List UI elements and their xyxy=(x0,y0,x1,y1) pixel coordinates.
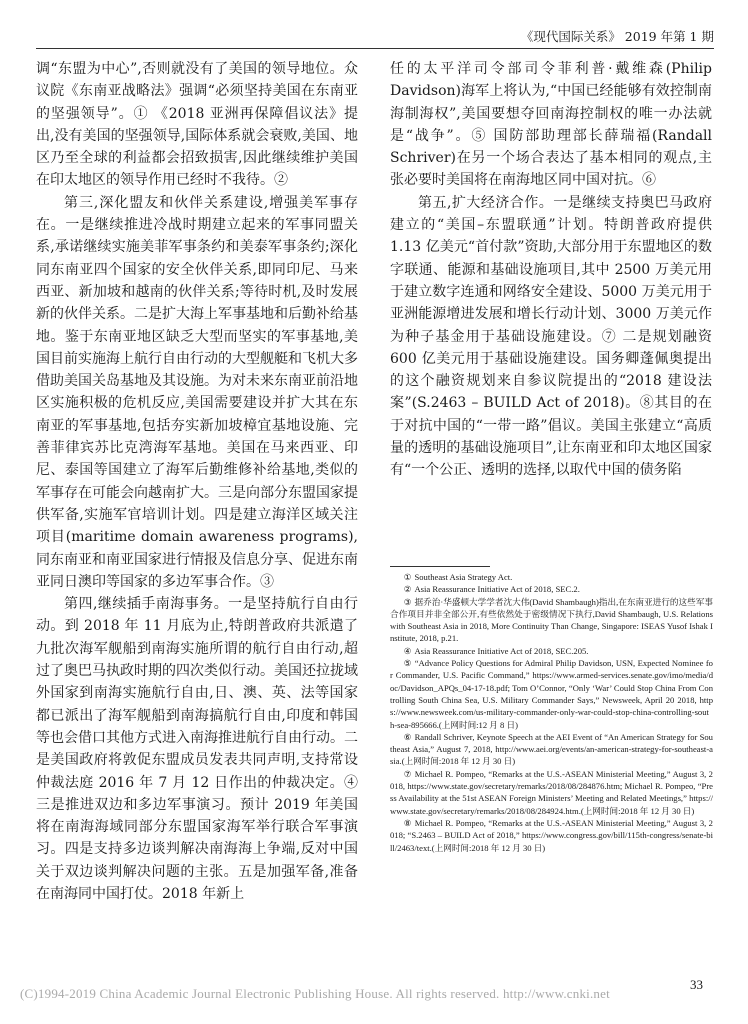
paragraph: 第五,扩大经济合作。一是继续支持奥巴马政府建立的“美国–东盟联通”计划。特朗普政府提供 1.13 亿美元“首付款”资助,大部分用于东盟地区的数字联通、能源和基础设施项目,其中 2500 万美元用于建立数字连通和网络安全建设、5000 万美元用于亚洲能源增进发展和增长行动计划、3000 万美元作为种子基金用于基础设施建设。⑦ 二是规划融资 600 亿美元用于基础设施建设。国务卿蓬佩奥提出的这个融资规划来自参议院提出的“2018 建设法案”(S.2463 – BUILD Act of 2018)。⑧其目的在于对抗中国的“一带一路”倡议。美国主张建立“高质量的透明的基础设施项目”,让东南亚和印太地区国家有“一个公正、透明的选择,以取代中国的债务陷 xyxy=(390,194,712,479)
footnote xyxy=(390,817,713,854)
footnote-mark: ① xyxy=(403,572,412,582)
footnote xyxy=(390,645,713,657)
running-header: 《现代国际关系》 2019 年第 1 期 xyxy=(520,29,714,44)
footnote xyxy=(390,657,713,731)
footnote xyxy=(390,596,713,645)
footnote-text: Michael R. Pompeo, “Remarks at the U.S.-ASEAN Ministerial Meeting,” August 3, 2018, https://www.state.gov/secretary/remarks/2018/08/284876.htm; Michael R. Pompeo, “Press Availability at the 51st ASEAN Foreign Ministers’ Meeting and Related Meetings,” https://www.state.gov/secretary/remarks/2018/08/284924.htm.(上网时间:2018 年 12 月 30 日) xyxy=(390,768,713,816)
copyright-watermark: (C)1994-2019 China Academic Journal Electronic Publishing House. All rights reserved. http://www.cnki.net xyxy=(20,986,610,1001)
footnote-text: “Advance Policy Questions for Admiral Philip Davidson, USN, Expected Nominee for Commander, U.S. Pacific Command,” https://www.armed-services.senate.gov/imo/media/doc/Davidson_APQs_04-17-18.pdf; Tom O’Connor, “Only ‘War’ Could Stop China From Controlling South China Sea, U.S. Military Commander Says,” Newsweek, April 20 2018, https://www.newsweek.com/us-military-commander-only-war-could-stop-china-controlling-south-sea-895666.(上网时间:12 月 8 日) xyxy=(390,658,713,730)
paragraph: 第三,深化盟友和伙伴关系建设,增强美军事存在。一是继续推进冷战时期建立起来的军事同盟关系,承诺继续实施美菲军事条约和美泰军事条约;深化同东南亚四个国家的安全伙伴关系,即同印尼、马来西亚、新加坡和越南的伙伴关系;等待时机,及时发展新的伙伴关系。二是扩大海上军事基地和后勤补给基地。鉴于东南亚地区缺乏大型而坚实的军事基地,美国目前实施海上航行自由行动的大型舰艇和飞机大多借助美国关岛基地及其设施。为对未来东南亚前沿地区实施积极的危机反应,美国需要建设并扩大其在东南亚的军事基地,包括夯实新加坡樟宜基地设施、完善菲律宾苏比克湾海军基地。美国在马来西亚、印尼、泰国等国建立了海军后勤维修补给基地,类似的军事存在可能会向越南扩大。三是向部分东盟国家提供军备,实施军官培训计划。四是建立海洋区域关注项目(maritime domain awareness programs),同东南亚和南亚国家进行情报及信息分享、促进东南亚同日澳印等国家的多边军事合作。③ xyxy=(36,194,358,590)
footnote-text: Asia Reassurance Initiative Act of 2018, SEC.205. xyxy=(414,645,589,656)
paragraph: 任的太平洋司令部司令菲利普·戴维森(Philip Davidson)海军上将认为,“中国已经能够有效控制南海制海权”,美国要想夺回南海控制权的唯一办法就是“战争”。⑤ 国防部助理部长薛瑞福(Randall Schriver)在另一个场合表达了基本相同的观点,主张必要时美国将在南海地区同中国对抗。⑥ xyxy=(390,61,712,189)
footnotes xyxy=(390,571,713,854)
footnote-mark: ③ xyxy=(403,596,412,607)
footnote-text: Randall Schriver, Keynote Speech at the AEI Event of “An American Strategy for Southeast Asia,” August 7, 2018, http://www.aei.org/events/an-american-strategy-for-southeast-asia.(上网时间:2018 年 12 月 30 日) xyxy=(390,731,713,767)
right-column xyxy=(390,58,712,482)
footnote xyxy=(390,571,713,583)
page-number: 33 xyxy=(690,977,703,992)
footnote-mark: ⑤ xyxy=(403,658,412,669)
footnote-mark: ⑥ xyxy=(403,731,412,742)
footnote-text: Asia Reassurance Initiative Act of 2018, SEC.2. xyxy=(414,584,580,595)
header-divider xyxy=(36,48,714,49)
footnote-mark: ② xyxy=(403,584,412,595)
paragraph: 第四,继续插手南海事务。一是坚持航行自由行动。到 2018 年 11 月底为止,特朗普政府共派遣了九批次海军舰船到南海实施所谓的航行自由行动,超过了奥巴马执政时期的四次类似行动。美国还拉拢域外国家到南海实施航行自由,日、澳、英、法等国家都已派出了海军舰船到南海搞航行自由,印度和韩国等也会借口其他方式进入南海推进航行自由行动。二是美国政府将敦促东盟成员发表共同声明,支持常设仲裁法庭 2016 年 7 月 12 日作出的仲裁决定。④ 三是推进双边和多边军事演习。预计 2019 年美国将在南海海域同部分东盟国家海军举行联合军事演习。四是支持多边谈判解决南海海上争端,反对中国关于双边谈判解决问题的主张。五是加强军备,准备在南海同中国打仗。2018 年新上 xyxy=(36,596,358,902)
paragraph: 调“东盟为中心”,否则就没有了美国的领导地位。众议院《东南亚战略法》强调“必须坚持美国在东南亚的坚强领导”。① 《2018 亚洲再保障倡议法》提出,没有美国的坚强领导,国际体系就会衰败,美国、地区乃至全球的利益都会招致损害,因此继续维护美国在印太地区的领导作用已经时不我待。② xyxy=(36,61,358,189)
left-column xyxy=(36,58,358,905)
footnote-mark: ⑧ xyxy=(403,817,412,828)
footnote-mark: ⑦ xyxy=(403,768,412,779)
footnote-text: Michael R. Pompeo, “Remarks at the U.S.-ASEAN Ministerial Meeting,” August 3, 2018; “S.2463 – BUILD Act of 2018,” https://www.congress.gov/bill/115th-congress/senate-bill/2463/text.(上网时间:2018 年 12 月 30 日) xyxy=(390,817,713,853)
footnote-mark: ④ xyxy=(403,645,412,656)
footnote-text: 据乔治·华盛顿大学学者沈大伟(David Shambaugh)指出,在东南亚进行的这些军事合作项目并非全部公开,有些依然处于密级情况下执行,David Shambaugh, U.S. Relations with Southeast Asia in 2018, More Continuity Than Change, Singapore: ISEAS Yusof Ishak Institute, 2018, p.21. xyxy=(390,596,713,644)
footnote-divider xyxy=(390,566,490,567)
footnote xyxy=(390,768,713,817)
footnote xyxy=(390,583,713,595)
footnote xyxy=(390,731,713,768)
footnote-text: Southeast Asia Strategy Act. xyxy=(414,572,513,582)
